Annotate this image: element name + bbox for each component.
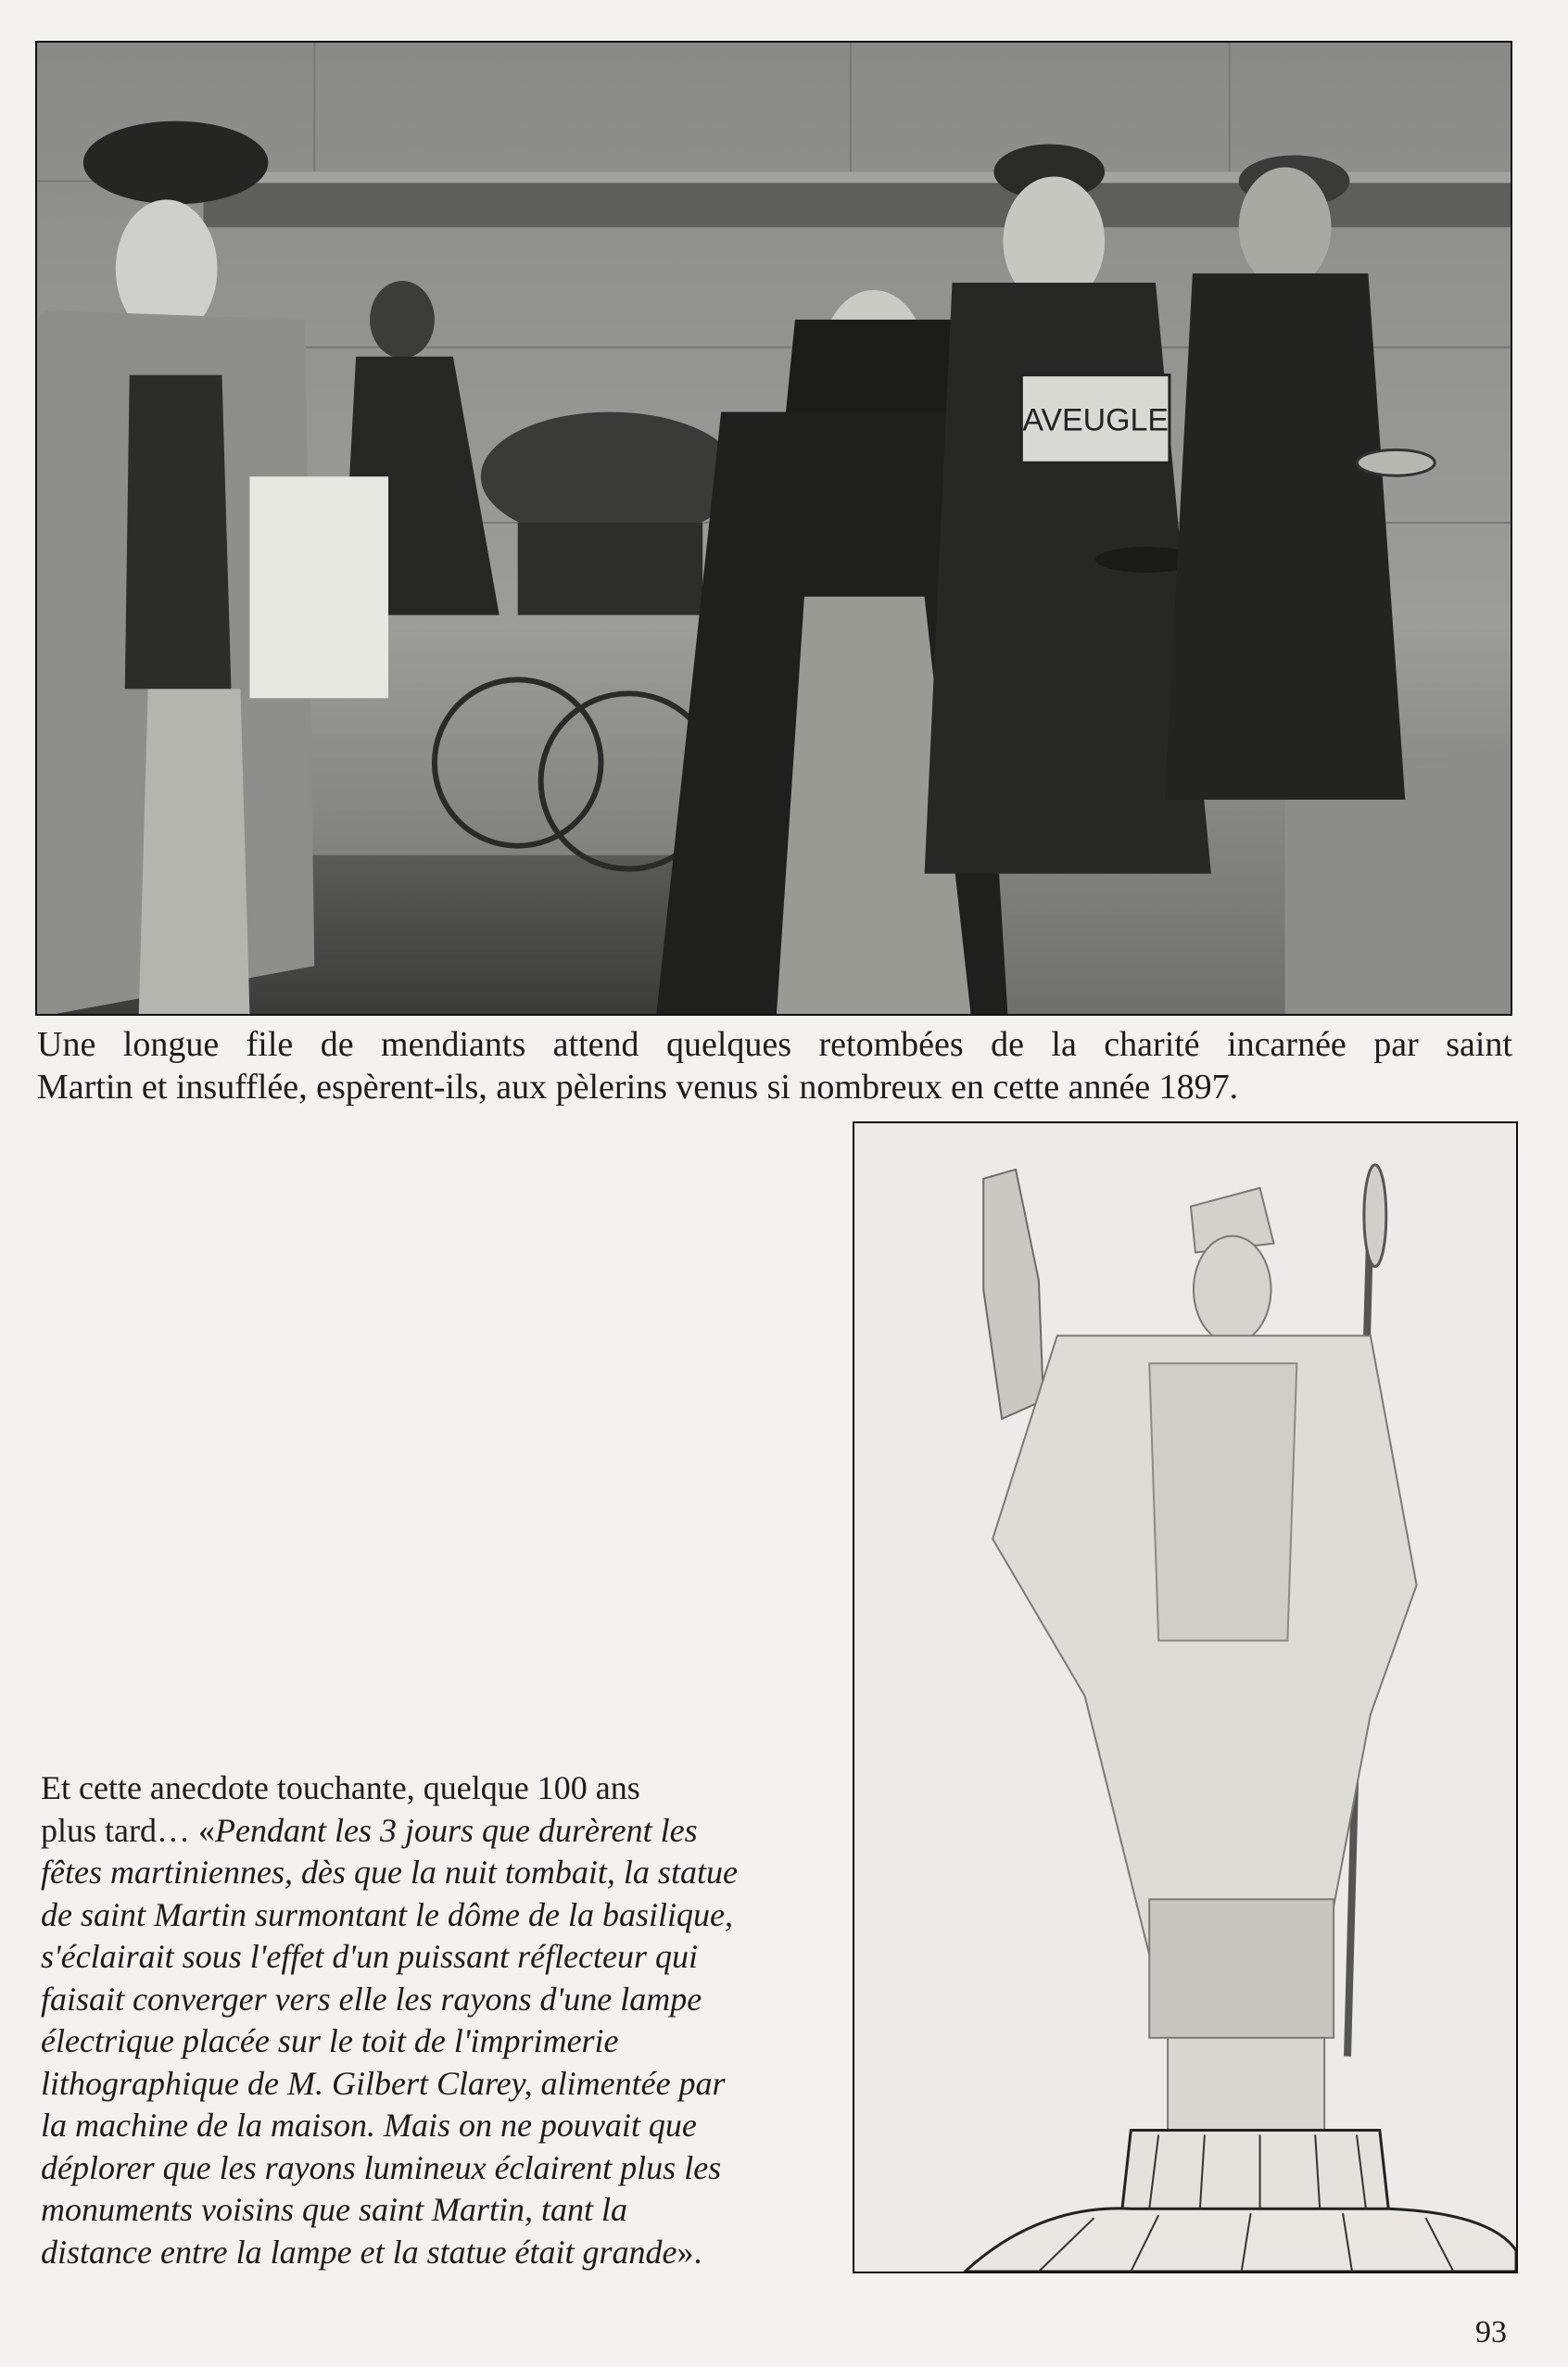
page-number: 93 xyxy=(1475,2315,1507,2349)
anecdote-quote-line: s'éclairait sous l'effet d'un puissant réflecteur qui xyxy=(41,1938,699,1975)
anecdote-closing: ». xyxy=(677,2233,702,2271)
caption-line-2: Martin et insufflée, espèrent-ils, aux pèlerins venus si nombreux en cette année 1897. xyxy=(37,1068,1239,1107)
anecdote-intro-line-1: Et cette anecdote touchante, quelque 100 ans xyxy=(41,1769,640,1806)
anecdote-text xyxy=(41,1767,819,2273)
anecdote-intro-line-2: plus tard… « xyxy=(41,1811,215,1849)
anecdote-quote-line: la machine de la maison. Mais on ne pouvait que xyxy=(41,2107,697,2144)
anecdote-quote-line: fêtes martiniennes, dès que la nuit tombait, la statue xyxy=(41,1854,738,1891)
aveugle-sign-text: AVEUGLE xyxy=(1022,402,1169,438)
anecdote-quote-line: lithographique de M. Gilbert Clarey, alimentée par xyxy=(41,2064,726,2102)
anecdote-quote-line: distance entre la lampe et la statue était grande xyxy=(41,2233,677,2271)
beggars-photo xyxy=(35,41,1512,1016)
caption-line-1: Une longue file de mendiants attend quelques retombées de la charité incarnée par saint xyxy=(37,1025,1512,1064)
anecdote-quote-line: déplorer que les rayons lumineux éclairent plus les xyxy=(41,2148,722,2186)
saint-martin-statue-photo xyxy=(853,1121,1518,2273)
anecdote-quote-line: monuments voisins que saint Martin, tant la xyxy=(41,2191,627,2228)
anecdote-quote-line: Pendant les 3 jours que durèrent les xyxy=(214,1811,698,1849)
anecdote-quote-line: de saint Martin surmontant le dôme de la basilique, xyxy=(41,1895,733,1933)
anecdote-quote-line: électrique placée sur le toit de l'imprimerie xyxy=(41,2022,619,2059)
photo-caption xyxy=(37,1023,1512,1108)
anecdote-quote-line: faisait converger vers elle les rayons d'une lampe xyxy=(41,1980,702,2018)
